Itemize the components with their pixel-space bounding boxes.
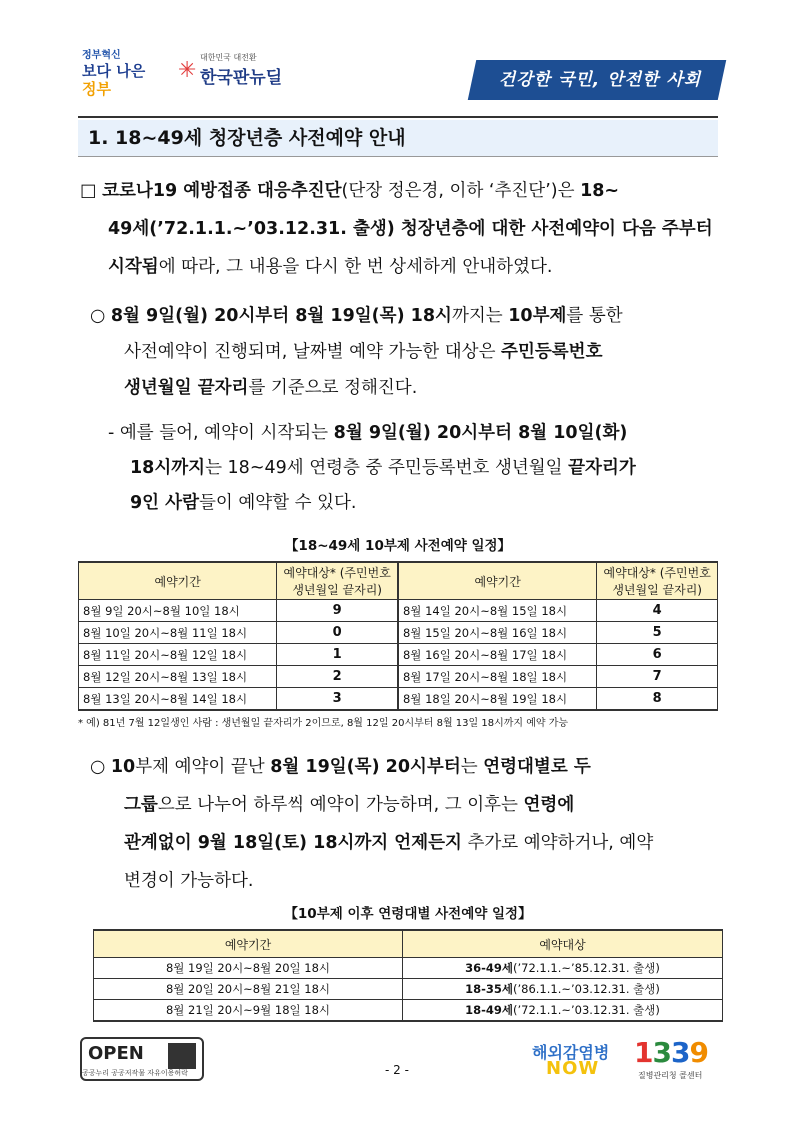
- header-target2-l2: 생년월일 끝자리): [612, 583, 702, 597]
- p4-line4: [124, 862, 253, 900]
- cell-target: [403, 1000, 723, 1022]
- cell-digit: 0: [277, 622, 398, 644]
- p1-text-end: 에 따라, 그 내용을 다시 한 번 상세하게 안내하였다.: [158, 257, 553, 277]
- p1-bold-birth: 49세(’72.1.1.~’03.12.31. 출생) 청장년층: [108, 219, 469, 239]
- p1-bold-started: 시작됨: [108, 257, 159, 277]
- table-row: [94, 979, 723, 1000]
- cell-birth: (’72.1.1.~’85.12.31. 출생): [512, 961, 660, 975]
- p4-bold-anytime: 관계없이 9월 18일(토) 18시까지 언제든지: [124, 833, 462, 853]
- p2-bold-rrn: 주민등록번호: [501, 342, 603, 362]
- p2-text: 까지는: [451, 306, 509, 326]
- circle-bullet-icon: ○: [90, 757, 111, 777]
- table1-footnote: * 예) 81년 7월 12일생인 사람 : 생년월일 끝자리가 2이므로, 8월 12일 20시부터 8월 13일 18시까지 예약 가능: [78, 718, 569, 729]
- hotline-sub: 질병관리청 콜센터: [638, 1071, 703, 1080]
- page-number: - 2 -: [385, 1063, 409, 1077]
- cell-target: [403, 958, 723, 979]
- cell-digit: 7: [597, 666, 718, 688]
- p2-text4: 를 기준으로 정해진다.: [248, 378, 418, 398]
- cell-period: 8월 10일 20시~8월 11일 18시: [79, 622, 277, 644]
- cell-digit: 4: [597, 600, 718, 622]
- cell-period: 8월 14일 20시~8월 15일 18시: [398, 600, 597, 622]
- cell-period: 8월 11일 20시~8월 12일 18시: [79, 644, 277, 666]
- cell-period: 8월 18일 20시~8월 19일 18시: [398, 688, 597, 711]
- title-rule-bottom: [78, 156, 718, 157]
- p2-bold-10bu: 10부제: [508, 306, 567, 326]
- cell-birth: (’86.1.1.~’03.12.31. 출생): [512, 982, 660, 996]
- p3-bold-until: 18시까지: [130, 458, 206, 478]
- p2-line3: [124, 369, 417, 407]
- cell-period: 8월 21일 20시~9월 18일 18시: [94, 1000, 403, 1022]
- p1-text: (단장 정은경, 이하 ‘추진단’)은: [341, 181, 581, 201]
- p2-text3: 사전예약이 진행되며, 날짜별 예약 가능한 대상은: [124, 342, 502, 362]
- header-target: [277, 562, 398, 600]
- hotline-number: [634, 1036, 708, 1069]
- table-row: [79, 622, 718, 644]
- header-target-l2: 생년월일 끝자리): [292, 583, 382, 597]
- logo2-main: 한국판뉴딜: [200, 68, 283, 88]
- p1-line3: [108, 248, 552, 286]
- p2-text2: 를 통한: [566, 306, 623, 326]
- p2-bold-dates: 8월 9일(월) 20시부터 8월 19일(목) 18시: [110, 306, 452, 326]
- p1-bold-start: 에 대한 사전예약이 다음 주부터: [468, 219, 713, 239]
- logo1-line2a: 보다 나은: [82, 62, 146, 80]
- header-period: 예약기간: [79, 562, 277, 600]
- cell-period: 8월 17일 20시~8월 18일 18시: [398, 666, 597, 688]
- header-target-l1: 예약대상* (주민번호: [283, 566, 391, 580]
- table1-caption: 【18~49세 10부제 사전예약 일정】: [284, 538, 512, 554]
- p4-line1: [90, 748, 591, 786]
- p4-text: 부제 예약이 끝난: [135, 757, 271, 777]
- p3-line2: [130, 449, 636, 487]
- hotline-digit: 3: [670, 1036, 690, 1069]
- p3-text3: 들이 예약할 수 있다.: [198, 493, 357, 513]
- cell-age: 18-49세: [465, 1003, 513, 1017]
- logo1-line2b: 정부: [82, 80, 111, 98]
- header-period-2: 예약기간: [398, 562, 597, 600]
- overseas-infection-now-logo: [532, 1038, 616, 1080]
- p4-text2: 는: [460, 757, 484, 777]
- table-row: [79, 600, 718, 622]
- cell-digit: 2: [277, 666, 398, 688]
- cell-digit: 9: [277, 600, 398, 622]
- open-word: OPEN: [88, 1043, 144, 1064]
- p4-line3: [124, 824, 653, 862]
- cell-period: 8월 20일 20시~8월 21일 18시: [94, 979, 403, 1000]
- cell-period: 8월 12일 20시~8월 13일 18시: [79, 666, 277, 688]
- cell-target: [403, 979, 723, 1000]
- government-innovation-logo: [82, 50, 162, 96]
- table-row: [94, 958, 723, 979]
- cell-period: 8월 13일 20시~8월 14일 18시: [79, 688, 277, 711]
- p3-bold-dates: 8월 9일(월) 20시부터 8월 10일(화): [333, 423, 628, 443]
- p4-text5: 변경이 가능하다.: [124, 871, 254, 891]
- cell-period: 8월 9일 20시~8월 10일 18시: [79, 600, 277, 622]
- cell-period: 8월 19일 20시~8월 20일 18시: [94, 958, 403, 979]
- header-target-2: [597, 562, 718, 600]
- hotline-digit: 1: [634, 1036, 653, 1069]
- table-header-row: [94, 930, 723, 958]
- p3-line1: [108, 414, 627, 452]
- table2-caption: 【10부제 이후 연령대별 사전예약 일정】: [284, 906, 532, 922]
- p4-bold-age: 연령에: [523, 795, 575, 815]
- cell-digit: 6: [597, 644, 718, 666]
- ten-day-schedule-table: [78, 561, 718, 711]
- p3-bold-lastdigit: 끝자리가: [568, 458, 636, 478]
- p4-line2: [124, 786, 574, 824]
- logo2-sub: 대한민국 대전환: [200, 53, 257, 62]
- title-rule-top: [78, 116, 718, 118]
- age-group-schedule-table: [93, 929, 723, 1022]
- header-period: 예약기간: [94, 930, 403, 958]
- p1-line1: [80, 172, 619, 210]
- p3-line3: [130, 484, 356, 522]
- p1-bold-age: 18~: [580, 181, 620, 201]
- cell-period: 8월 16일 20시~8월 17일 18시: [398, 644, 597, 666]
- circle-bullet-icon: ○: [90, 306, 111, 326]
- p1-line2: [108, 210, 713, 248]
- overseas-main: 해외감염병: [532, 1043, 610, 1062]
- header-target2-l1: 예약대상* (주민번호: [603, 566, 711, 580]
- table-row: [79, 666, 718, 688]
- p4-bold-group: 연령대별로 두: [483, 757, 591, 777]
- p4-bold-date: 8월 19일(목) 20시부터: [270, 757, 461, 777]
- logo1-line1: 정부혁신: [82, 50, 121, 61]
- p4-bold-group2: 그룹: [124, 795, 158, 815]
- table-row: [94, 1000, 723, 1022]
- p3-bold-nine: 9인 사람: [130, 493, 199, 513]
- cell-age: 18-35세: [465, 982, 513, 996]
- table-header-row: [79, 562, 718, 600]
- p2-line1: [90, 297, 623, 335]
- table-row: [79, 644, 718, 666]
- hotline-digit: 3: [652, 1036, 671, 1069]
- p1-bold-agency: 코로나19 예방접종 대응추진단: [102, 181, 342, 201]
- cell-digit: 3: [277, 688, 398, 711]
- cell-birth: (’72.1.1.~’03.12.31. 출생): [512, 1003, 660, 1017]
- p2-bold-lastdigit: 생년월일 끝자리: [124, 378, 249, 398]
- hotline-digit: 9: [689, 1036, 708, 1069]
- p4-text3: 으로 나누어 하루씩 예약이 가능하며, 그 이후는: [157, 795, 524, 815]
- cell-period: 8월 15일 20시~8월 16일 18시: [398, 622, 597, 644]
- cell-digit: 5: [597, 622, 718, 644]
- kdca-1339-hotline-logo: [632, 1036, 724, 1082]
- section-title: 1. 18~49세 청장년층 사전예약 안내: [88, 127, 406, 149]
- table-row: [79, 688, 718, 711]
- korean-new-deal-logo: [178, 52, 288, 92]
- p4-text4: 추가로 예약하거나, 예약: [461, 833, 654, 853]
- p4-bold-10: 10: [110, 757, 136, 777]
- open-license-sub: 공공누리 공공저작물 자유이용허락: [82, 1069, 188, 1077]
- cell-digit: 1: [277, 644, 398, 666]
- slogan: 건강한 국민, 안전한 사회: [498, 70, 702, 90]
- p3-text: - 예를 들어, 예약이 시작되는: [108, 423, 334, 443]
- checkbox-icon: □: [80, 181, 103, 201]
- cell-age: 36-49세: [465, 961, 513, 975]
- p3-text2: 는 18~49세 연령층 중 주민등록번호 생년월일: [205, 458, 569, 478]
- p2-line2: [124, 333, 602, 371]
- cell-digit: 8: [597, 688, 718, 711]
- overseas-now: NOW: [546, 1058, 600, 1079]
- new-deal-star-icon: ✳: [178, 58, 197, 83]
- header-target: 예약대상: [403, 930, 723, 958]
